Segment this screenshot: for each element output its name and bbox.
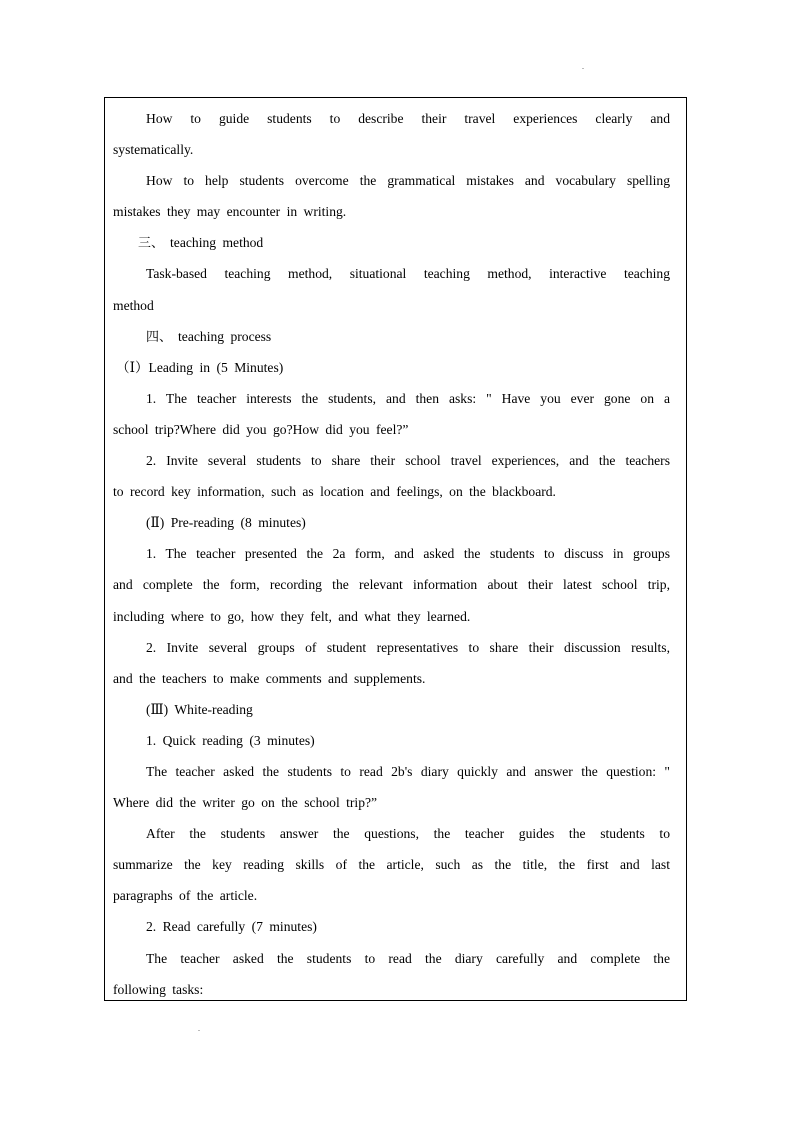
step-heading-pre-reading: (Ⅱ) Pre-reading (8 minutes) (146, 515, 306, 531)
difficulty-point-2-line-1: How to help students overcome the grammatical mistakes and vocabulary spelling (146, 173, 670, 189)
teaching-method-line-2: method (113, 297, 154, 313)
pre-reading-item-1-line-2: and complete the form, recording the relevant information about their latest school trip, (113, 577, 670, 593)
pre-reading-item-1-line-1: 1. The teacher presented the 2a form, and asked the students to discuss in groups (146, 546, 670, 562)
lesson-plan-text (113, 103, 670, 1005)
careful-reading-line-2: following tasks: (113, 981, 204, 997)
difficulty-point-1-line-1: How to guide students to describe their travel experiences clearly and (146, 111, 670, 126)
quick-reading-line-4: summarize the key reading skills of the article, such as the title, the first and last (113, 857, 670, 873)
scan-speck-top (582, 68, 584, 69)
section-title: teaching method (170, 235, 264, 251)
section-heading-teaching-process (113, 321, 670, 352)
step-heading-leading-in: （Ⅰ）Leading in (5 Minutes) (116, 359, 284, 375)
leading-in-item-2-line-1: 2. Invite several students to share their school travel experiences, and the teachers (146, 453, 670, 469)
teaching-method-line-1: Task-based teaching method, situational teaching method, interactive teaching (146, 266, 670, 282)
difficulty-point-2-line-2: mistakes they may encounter in writing. (113, 204, 347, 220)
careful-reading-line-1: The teacher asked the students to read the diary carefully and complete the (146, 950, 670, 966)
pre-reading-item-2-line-1: 2. Invite several groups of student representatives to share their discussion results, (146, 639, 670, 655)
lesson-plan-cell (104, 97, 687, 1001)
pre-reading-item-1-line-3: including where to go, how they felt, and what they learned. (113, 608, 471, 624)
leading-in-item-2-line-2: to record key information, such as location and feelings, on the blackboard. (113, 484, 556, 500)
quick-reading-line-1: The teacher asked the students to read 2b's diary quickly and answer the question: " (146, 763, 670, 779)
leading-in-item-1-line-1: 1. The teacher interests the students, and then asks: " Have you ever gone on a (146, 390, 670, 406)
quick-reading-line-3: After the students answer the questions, the teacher guides the students to (146, 826, 670, 842)
quick-reading-heading: 1. Quick reading (3 minutes) (146, 732, 315, 748)
section-number-3: 三、 (138, 236, 165, 252)
leading-in-item-1-line-2: school trip?Where did you go?How did you feel?” (113, 421, 409, 437)
quick-reading-line-2: Where did the writer go on the school trip?” (113, 795, 378, 811)
quick-reading-line-5: paragraphs of the article. (113, 888, 258, 904)
section-number-4: 四、 (146, 329, 173, 345)
section-heading-teaching-method (113, 227, 670, 258)
section-title: teaching process (178, 328, 272, 344)
difficulty-point-1-line-2: systematically. (113, 142, 194, 158)
careful-reading-heading: 2. Read carefully (7 minutes) (146, 919, 317, 935)
pre-reading-item-2-line-2: and the teachers to make comments and supplements. (113, 670, 426, 686)
scan-speck-bottom (198, 1030, 200, 1031)
step-heading-while-reading: (Ⅲ) White-reading (146, 701, 253, 717)
